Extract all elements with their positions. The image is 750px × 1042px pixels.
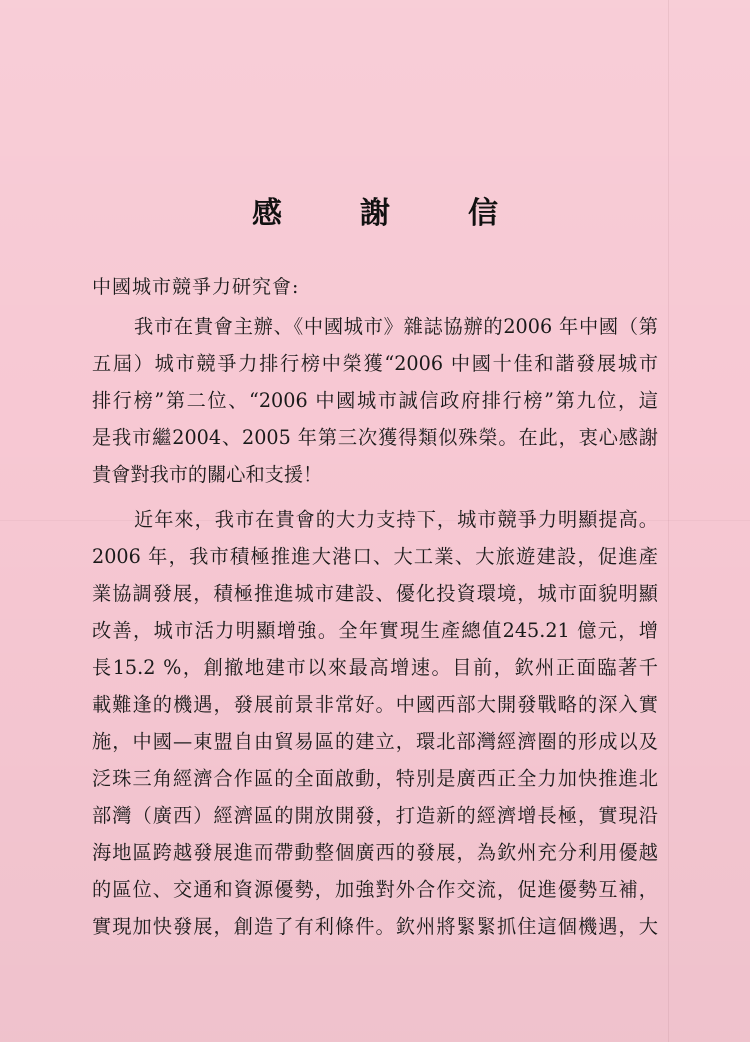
body-line: 海地區跨越發展進而帶動整個廣西的發展，為欽州充分利用優越: [92, 841, 658, 864]
body-line: 2006 年，我市積極推進大港口、大工業、大旅遊建設，促進產: [92, 545, 658, 568]
body-line: 實現加快發展，創造了有利條件。欽州將緊緊抓住這個機遇，大: [92, 915, 658, 938]
body-line: 五屆）城市競爭力排行榜中榮獲“2006 中國十佳和諧發展城市: [92, 352, 658, 375]
body-line: 的區位、交通和資源優勢，加強對外合作交流，促進優勢互補，: [92, 878, 658, 901]
body-line: 施，中國—東盟自由貿易區的建立，環北部灣經濟圈的形成以及: [92, 730, 658, 753]
body-line: 部灣（廣西）經濟區的開放開發，打造新的經濟增長極，實現沿: [92, 804, 658, 827]
body-line: 貴會對我市的關心和支援！: [92, 463, 323, 486]
body-line: 改善，城市活力明顯增強。全年實現生產總值245.21 億元，增: [92, 619, 658, 642]
body-line: 長15.2 %，創撤地建市以來最高增速。目前，欽州正面臨著千: [92, 656, 658, 679]
letter-title: 感 謝 信: [252, 196, 522, 231]
body-line: 排行榜”第二位、“2006 中國城市誠信政府排行榜”第九位，這: [92, 389, 658, 412]
letter-salutation: 中國城市競爭力研究會:: [92, 276, 300, 298]
body-line: 我市在貴會主辦、《中國城市》雜誌協辦的2006 年中國（第: [134, 315, 658, 338]
body-line: 業協調發展，積極推進城市建設、優化投資環境，城市面貌明顯: [92, 582, 658, 605]
body-line: 是我市繼2004、2005 年第三次獲得類似殊榮。在此，衷心感謝: [92, 426, 658, 449]
body-line: 泛珠三角經濟合作區的全面啟動，特別是廣西正全力加快推進北: [92, 767, 658, 790]
body-line: 近年來，我市在貴會的大力支持下，城市競爭力明顯提高。: [134, 508, 658, 531]
body-line: 載難逢的機遇，發展前景非常好。中國西部大開發戰略的深入實: [92, 693, 658, 716]
paper-fold-line: [668, 0, 669, 1042]
